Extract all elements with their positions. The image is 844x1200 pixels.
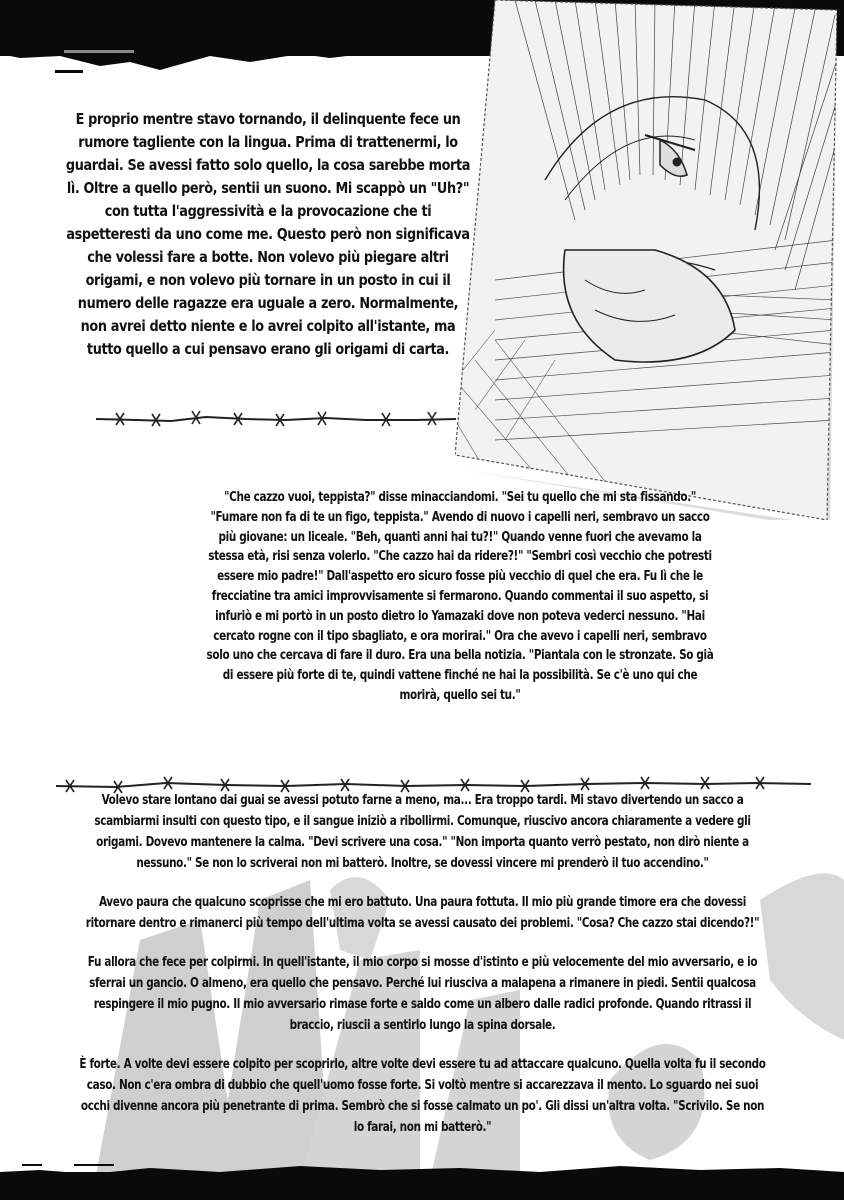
bottom-ink-band bbox=[0, 1172, 844, 1200]
paragraph: "Che cazzo vuoi, teppista?" disse minacciandomi. "Sei tu quello che mi sta fissando." "Fumare non fa di te un figo, teppista." Avendo di nuovo i capelli neri, sembravo un sacco più giovane: un liceale. "Beh, quanti anni hai tu?!" Quando venne fuori che avevamo la stessa età, risi senza volerlo. "Che cazzo hai da ridere?!" "Sembri così vecchio che potresti essere mio padre!" Dall'aspetto ero sicuro fosse più vecchio di quel che era. Fu lì che le frecciatine tra amici improvvisamente si fermarono. Quando commentai il suo aspetto, si infuriò e mi portò in un posto dietro lo Yamazaki dove non poteva vederci nessuno. "Hai cercato rogne con il tipo sbagliato, e ora morirai." Ora che avevo i capelli neri, sembravo solo uno che cercava di fare il duro. Era una bella notizia. "Piantala con le stronzate. So già di essere più forte di te, quindi vattene finché ne hai la possibilità. Se c'è uno qui che morirà, quello sei tu." bbox=[206, 489, 714, 703]
section-1-text bbox=[66, 108, 471, 361]
paragraph: E proprio mentre stavo tornando, il delinquente fece un rumore tagliente con la lingua. Prima di trattenermi, lo guardai. Se avessi fatto solo quello, la cosa sarebbe morta lì. Oltre a quello però, sentii un suono. Mi scappò un "Uh?" con tutta l'aggressività e la provocazione che ti aspetteresti da uno come me. Questo però non significava che volessi fare a botte. Non volevo più piegare altri origami, e non volevo più tornare in un posto in cui il numero delle ragazze era uguale a zero. Normalmente, non avrei detto niente e lo avrei colpito all'istante, ma tutto quello a cui pensavo erano gli origami di carta. bbox=[65, 110, 471, 358]
paragraph: È forte. A volte devi essere colpito per scoprirlo, altre volte devi essere tu ad attaccare qualcuno. Quella volta fu il secondo caso. Non c'era ombra di dubbio che quell'uomo fosse forte. Si voltò mentre si accarezzava il mento. Lo sguardo nei suoi occhi divenne ancora più penetrante di prima. Sembrò che si fosse calmato un po'. Gli dissi un'altra volta. "Scrivilo. Se non lo farai, non mi batterò." bbox=[79, 1056, 766, 1135]
section-2-text bbox=[202, 488, 718, 706]
manga-illustration bbox=[455, 0, 837, 520]
paragraph: Volevo stare lontano dai guai se avessi potuto farne a meno, ma... Era troppo tardi. Mi stavo divertendo un sacco a scambiarmi insulti con questo tipo, e il sangue iniziò a ribollirmi. Comunque, riuscivo ancora chiaramente a vedere gli origami. Dovevo mantenere la calma. "Devi scrivere una cosa." "Non importa quanto verrò pestato, non dirò niente a nessuno." Se non lo scriverai non mi batterò. Inoltre, se dovessi vincere mi prenderò il tuo accendino." bbox=[94, 792, 751, 871]
barbed-wire-icon bbox=[96, 405, 456, 433]
paragraph: Fu allora che fece per colpirmi. In quell'istante, il mio corpo si mosse d'istinto e più velocemente del mio avversario, e io sferrai un gancio. O almeno, era quello che pensavo. Perché lui riusciva a malapena a rimanere in piedi. Sentii qualcosa respingere il mio pugno. Il mio avversario rimase forte e saldo come un albero dalle radici profonde. Quando ritrassi il braccio, riuscii a sentirlo lungo la spina dorsale. bbox=[87, 954, 758, 1033]
section-3-text bbox=[76, 790, 768, 1138]
paragraph: Avevo paura che qualcuno scoprisse che mi ero battuto. Una paura fottuta. Il mio più grande timore era che dovessi ritornare dentro e rimanerci più tempo dell'ultima volta se avessi causato dei problemi. "Cosa? Che cazzo stai dicendo?!" bbox=[85, 894, 760, 931]
